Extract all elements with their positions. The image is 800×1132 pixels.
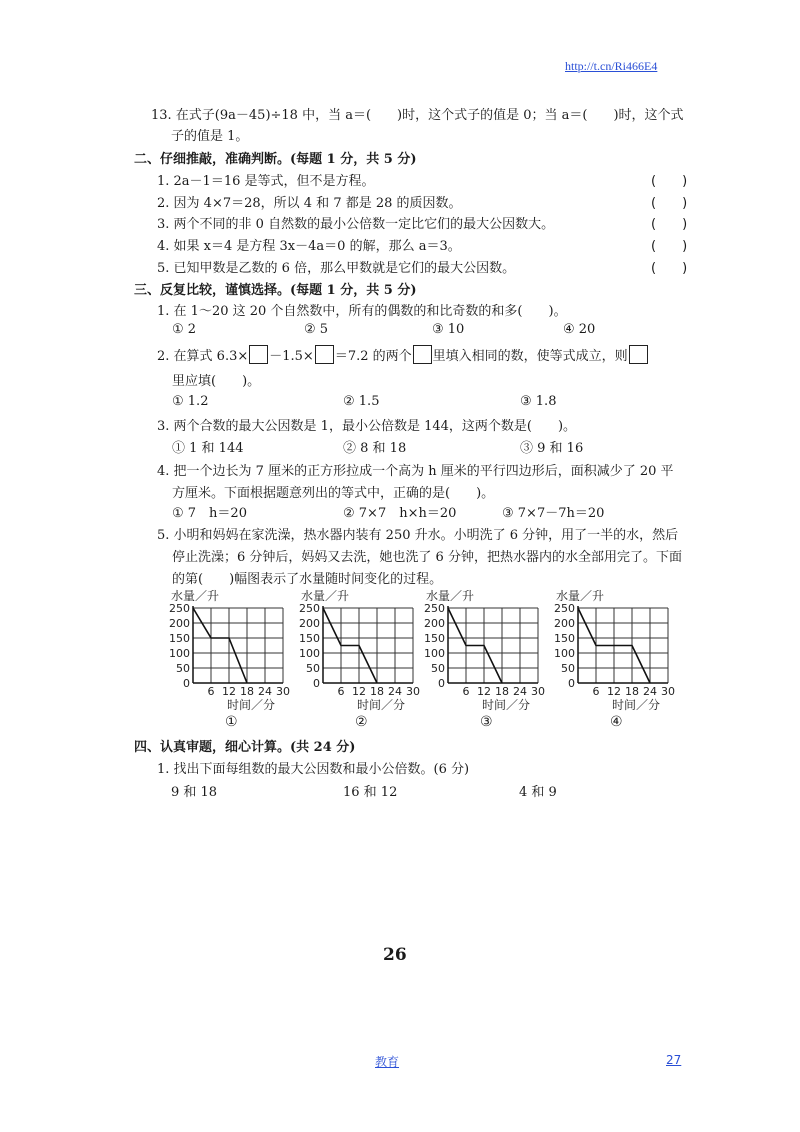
water-level-line	[448, 608, 502, 683]
x-tick-label: 6	[337, 685, 345, 698]
chart-4-container	[550, 586, 695, 742]
x-tick-label: 30	[276, 685, 290, 698]
y-tick-label: 150	[554, 632, 575, 645]
x-tick-label: 6	[592, 685, 600, 698]
q13-line2: 子的值是 1。	[171, 129, 249, 144]
y-tick-label: 0	[183, 677, 190, 690]
y-axis-label: 水量／升	[556, 589, 605, 603]
x-tick-label: 18	[370, 685, 384, 698]
x-tick-label: 24	[643, 685, 657, 698]
x-tick-label: 6	[207, 685, 215, 698]
s4-pair-2: 16 和 12	[343, 785, 398, 800]
x-axis-label: 时间／分	[227, 698, 276, 712]
s3-q5-line3: 的第( )幅图表示了水量随时间变化的过程。	[172, 572, 443, 587]
s3-q1-option-1[interactable]: ① 2	[172, 322, 197, 337]
chart-3-container	[420, 586, 565, 742]
s2-answer-4[interactable]: ( )	[651, 239, 688, 254]
water-chart-4	[550, 586, 695, 738]
chart-caption: ③	[480, 714, 493, 730]
s2-answer-3[interactable]: ( )	[651, 217, 688, 232]
s3-q2-line2: 里应填( )。	[172, 374, 261, 389]
y-tick-label: 100	[299, 647, 320, 660]
y-tick-label: 250	[424, 602, 445, 615]
y-tick-label: 150	[424, 632, 445, 645]
x-tick-label: 18	[495, 685, 509, 698]
x-tick-label: 12	[352, 685, 366, 698]
chart-2-container	[295, 586, 440, 742]
y-axis-label: 水量／升	[171, 589, 220, 603]
s3-q2-part-c: ＝7.2 的两个	[334, 349, 412, 364]
blank-box-2[interactable]	[315, 345, 334, 364]
s3-q5-line2: 停止洗澡；6 分钟后，妈妈又去洗，她也洗了 6 分钟，把热水器内的水全部用完了。下面	[172, 550, 682, 565]
x-axis-label: 时间／分	[482, 698, 531, 712]
x-tick-label: 24	[388, 685, 402, 698]
s2-item-3: 3. 两个不同的非 0 自然数的最小公倍数一定比它们的最大公因数大。	[157, 217, 555, 232]
s3-q4-option-1[interactable]: ① 7 h＝20	[172, 506, 247, 521]
s3-q3-option-3[interactable]: ③ 9 和 16	[520, 441, 584, 456]
s2-item-4: 4. 如果 x＝4 是方程 3x－4a＝0 的解，那么 a＝3。	[157, 239, 461, 254]
s3-q2-line1	[157, 345, 649, 364]
s3-q1-option-2[interactable]: ② 5	[304, 322, 329, 337]
water-chart-1	[165, 586, 310, 738]
y-tick-label: 150	[299, 632, 320, 645]
x-tick-label: 24	[513, 685, 527, 698]
s3-q3-option-1[interactable]: ① 1 和 144	[172, 441, 244, 456]
x-axis-label: 时间／分	[612, 698, 661, 712]
chart-1-container	[165, 586, 310, 742]
y-tick-label: 200	[424, 617, 445, 630]
x-tick-label: 18	[625, 685, 639, 698]
s3-q3-option-2[interactable]: ② 8 和 18	[343, 441, 407, 456]
s3-q4-option-3[interactable]: ③ 7×7－7h＝20	[502, 506, 605, 521]
s3-q4-line2: 方厘米。下面根据题意列出的等式中，正确的是( )。	[172, 486, 495, 501]
x-tick-label: 12	[607, 685, 621, 698]
section2-title: 二、仔细推敲，准确判断。(每题 1 分，共 5 分)	[134, 152, 417, 167]
y-tick-label: 0	[313, 677, 320, 690]
chart-caption: ②	[355, 714, 368, 730]
s3-q2-part-a: 2. 在算式 6.3×	[157, 349, 249, 364]
x-axis-label: 时间／分	[357, 698, 406, 712]
x-tick-label: 24	[258, 685, 272, 698]
s3-q1-option-4[interactable]: ④ 20	[563, 322, 596, 337]
water-level-line	[323, 608, 377, 683]
s3-q1-option-3[interactable]: ③ 10	[432, 322, 465, 337]
s4-pair-1: 9 和 18	[171, 785, 218, 800]
y-tick-label: 250	[554, 602, 575, 615]
s3-q5-line1: 5. 小明和妈妈在家洗澡，热水器内装有 250 升水。小明洗了 6 分钟，用了一半的水，然后	[157, 528, 679, 543]
y-tick-label: 150	[169, 632, 190, 645]
chart-caption: ①	[225, 714, 238, 730]
x-tick-label: 30	[661, 685, 675, 698]
x-tick-label: 30	[531, 685, 545, 698]
s3-q3-text: 3. 两个合数的最大公因数是 1，最小公倍数是 144，这两个数是( )。	[157, 419, 577, 434]
chart-caption: ④	[610, 714, 623, 730]
s2-item-2: 2. 因为 4×7＝28，所以 4 和 7 都是 28 的质因数。	[157, 196, 462, 211]
s3-q2-option-1[interactable]: ① 1.2	[172, 394, 209, 409]
y-tick-label: 200	[169, 617, 190, 630]
y-tick-label: 50	[176, 662, 190, 675]
x-tick-label: 18	[240, 685, 254, 698]
blank-box-4	[629, 345, 648, 364]
footer-page-number[interactable]: 27	[666, 1053, 682, 1067]
header-url-link[interactable]: http://t.cn/Ri466E4	[565, 59, 658, 73]
x-tick-label: 30	[406, 685, 420, 698]
footer-link[interactable]: 教育	[375, 1055, 400, 1069]
page-number: 26	[383, 945, 407, 965]
y-tick-label: 100	[424, 647, 445, 660]
s3-q2-option-2[interactable]: ② 1.5	[343, 394, 380, 409]
y-tick-label: 0	[568, 677, 575, 690]
s3-q4-option-2[interactable]: ② 7×7 h×h＝20	[343, 506, 457, 521]
y-tick-label: 250	[299, 602, 320, 615]
q13-line1: 13. 在式子(9a－45)÷18 中，当 a＝( )时，这个式子的值是 0；当 a＝( )时，这个式	[151, 108, 684, 123]
s2-answer-2[interactable]: ( )	[651, 196, 688, 211]
y-tick-label: 200	[554, 617, 575, 630]
section4-title: 四、认真审题，细心计算。(共 24 分)	[134, 740, 356, 755]
y-tick-label: 100	[169, 647, 190, 660]
y-tick-label: 50	[431, 662, 445, 675]
water-level-line	[193, 608, 247, 683]
water-chart-2	[295, 586, 440, 738]
y-tick-label: 50	[561, 662, 575, 675]
s3-q2-part-d: 里填入相同的数，使等式成立，则	[432, 349, 628, 364]
blank-box-1[interactable]	[249, 345, 268, 364]
s4-pair-3: 4 和 9	[519, 785, 557, 800]
x-tick-label: 12	[477, 685, 491, 698]
y-tick-label: 200	[299, 617, 320, 630]
s3-q2-option-3[interactable]: ③ 1.8	[520, 394, 557, 409]
y-tick-label: 50	[306, 662, 320, 675]
s2-item-5: 5. 已知甲数是乙数的 6 倍，那么甲数就是它们的最大公因数。	[157, 261, 516, 276]
x-tick-label: 6	[462, 685, 470, 698]
x-tick-label: 12	[222, 685, 236, 698]
s4-q1-text: 1. 找出下面每组数的最大公因数和最小公倍数。(6 分)	[157, 762, 470, 777]
water-chart-3	[420, 586, 565, 738]
y-axis-label: 水量／升	[301, 589, 350, 603]
s3-q1-text: 1. 在 1～20 这 20 个自然数中，所有的偶数的和比奇数的和多( )。	[157, 304, 567, 319]
s3-q2-part-b: －1.5×	[269, 349, 314, 364]
s3-q4-line1: 4. 把一个边长为 7 厘米的正方形拉成一个高为 h 厘米的平行四边形后，面积减少了 20 平	[157, 464, 674, 479]
blank-box-3	[413, 345, 432, 364]
s2-answer-5[interactable]: ( )	[651, 261, 688, 276]
s2-answer-1[interactable]: ( )	[651, 174, 688, 189]
section3-title: 三、反复比较，谨慎选择。(每题 1 分，共 5 分)	[134, 283, 417, 298]
y-axis-label: 水量／升	[426, 589, 475, 603]
s2-item-1: 1. 2a－1＝16 是等式，但不是方程。	[157, 174, 375, 189]
y-tick-label: 250	[169, 602, 190, 615]
y-tick-label: 100	[554, 647, 575, 660]
y-tick-label: 0	[438, 677, 445, 690]
